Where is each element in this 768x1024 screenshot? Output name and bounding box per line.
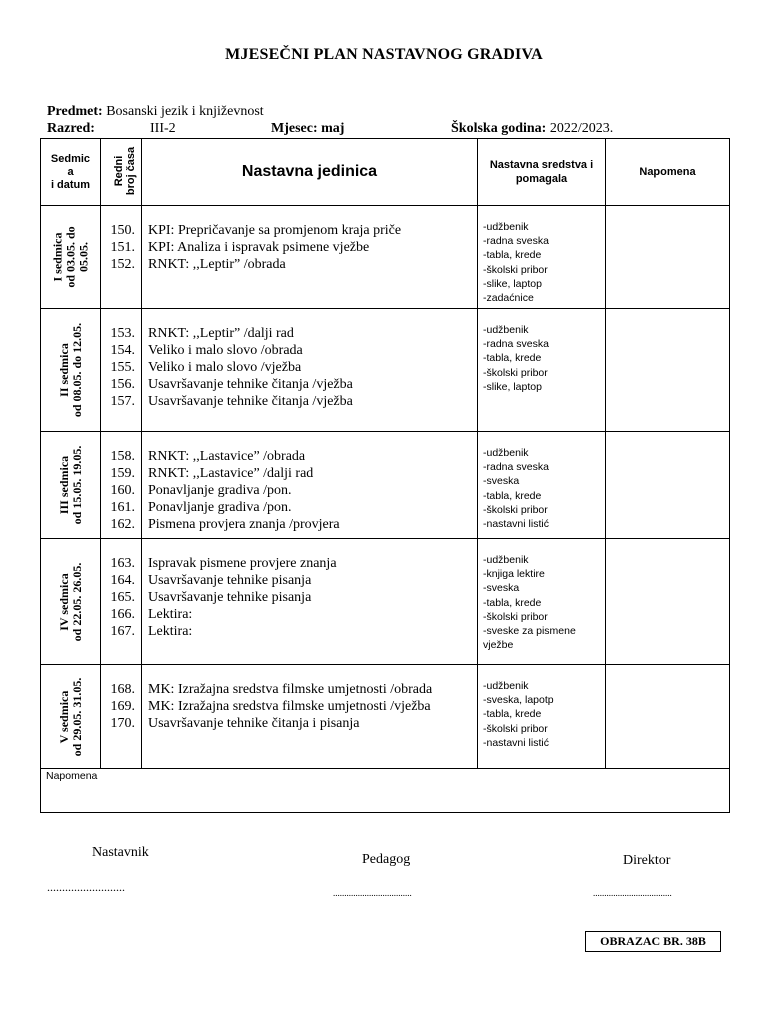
teaching-aid: -radna sveska [483,338,549,351]
lesson-number: 158. [110,449,135,464]
lesson-number: 161. [110,500,135,515]
teaching-aid: -zadaćnice [483,292,534,305]
director-label: Direktor [623,853,671,868]
lesson-numbers-cell [101,309,142,432]
lesson-unit: RNKT: ,,Leptir” /dalji rad [148,326,294,341]
lesson-unit: Usavršavanje tehnike čitanja /vježba [148,377,353,392]
note-cell [606,539,730,665]
header-note: Napomena [606,139,730,206]
lesson-units-cell [142,206,478,309]
plan-table [40,138,730,813]
week-label-line: od 08.05. do 12.05. [69,322,84,418]
lesson-number: 163. [110,556,135,571]
page-title: MJESEČNI PLAN NASTAVNOG GRADIVA [225,46,543,63]
footer-note-row [41,769,730,813]
teaching-aid: -radna sveska [483,461,549,474]
subject-line [47,104,264,120]
lesson-unit: Lektira: [148,624,193,639]
lesson-number: 154. [110,343,135,358]
school-year-label: Školska godina: [451,121,547,136]
lesson-number: 167. [110,624,135,639]
lesson-numbers-cell [101,665,142,769]
lesson-unit: Ponavljanje gradiva /pon. [148,500,292,515]
lesson-unit: MK: Izražajna sredstva filmske umjetnosti /vježba [148,699,431,714]
teaching-aid: -školski pribor [483,722,548,735]
table-row [41,432,730,539]
header-lesson-unit: Nastavna jedinica [142,139,478,206]
teaching-aid: -tabla, krede [483,352,542,365]
lesson-unit: Veliko i malo slovo /vježba [148,360,302,375]
lesson-unit: Lektira: [148,607,193,622]
week-label-line: I sedmica [50,232,64,282]
teaching-aid: -sveska [483,475,520,488]
week-cell [41,665,101,769]
teaching-aid: -sveska, lapotp [483,694,554,707]
teaching-aid: vježbe [483,639,514,652]
lesson-number: 150. [110,223,135,238]
teaching-aid: -školski pribor [483,366,548,379]
week-label-line: III sedmica [56,455,71,515]
lesson-unit: RNKT: ,,Leptir” /obrada [148,257,286,272]
lesson-unit: Ponavljanje gradiva /pon. [148,483,292,498]
table-row [41,206,730,309]
week-label-line: od 22.05. 26.05. [69,562,84,641]
subject-value: Bosanski jezik i književnost [106,104,264,119]
lesson-unit: Veliko i malo slovo /obrada [148,343,303,358]
lesson-numbers-cell [101,206,142,309]
school-year [451,121,613,137]
lesson-number: 153. [110,326,135,341]
lesson-number: 152. [110,257,135,272]
teaching-aids-cell [478,665,606,769]
table-header-row [41,139,730,206]
lesson-units-cell [142,539,478,665]
lesson-number: 169. [110,699,135,714]
lesson-unit: RNKT: ,,Lastavice” /dalji rad [148,466,314,481]
teaching-aid: -tabla, krede [483,596,542,609]
lesson-number: 151. [110,240,135,255]
teaching-aid: -knjiga lektire [483,568,545,581]
lesson-units-cell [142,432,478,539]
week-label-line: od 15.05. 19.05. [69,445,84,525]
teaching-aid: -nastavni listić [483,736,549,749]
week-label-line: II sedmica [56,343,71,397]
class-value: III-2 [150,121,176,136]
lesson-number: 164. [110,573,135,588]
teaching-aid: -udžbenik [483,554,529,566]
teacher-signature-line: .......................... [47,880,125,894]
lesson-number: 156. [110,377,135,392]
lesson-number: 159. [110,466,135,481]
subject-label: Predmet: [47,104,103,119]
class-label: Razred: [47,121,95,136]
teaching-aid: -radna sveska [483,235,549,248]
lesson-number: 157. [110,394,135,409]
lesson-number: 155. [110,360,135,375]
header-week: Sedmic a i datum [41,139,101,206]
lesson-unit: KPI: Analiza i ispravak psimene vježbe [148,240,370,255]
school-year-value: 2022/2023. [549,121,614,136]
lesson-number: 170. [110,716,135,731]
note-cell [606,432,730,539]
teaching-aid: -nastavni listić [483,518,549,531]
teaching-aids-cell [478,309,606,432]
table-row [41,665,730,769]
pedagogue-signature-line: ................................... [333,888,412,898]
teaching-aids-cell [478,539,606,665]
footer-note: Napomena [41,769,730,813]
teacher-label: Nastavnik [92,845,149,860]
week-cell [41,432,101,539]
week-label-line: 05.05. [76,242,90,273]
teaching-aid: -sveska [483,582,520,595]
teaching-aid: -tabla, krede [483,708,542,721]
form-number-box: OBRAZAC BR. 38B [585,931,721,952]
week-label-line: V sedmica [56,690,71,743]
lesson-unit: KPI: Prepričavanje sa promjenom kraja priče [148,223,402,238]
table-row [41,309,730,432]
note-cell [606,206,730,309]
week-label-line: od 29.05. 31.05. [69,677,84,756]
teaching-aid: -školski pribor [483,503,548,516]
teaching-aid: -slike, laptop [483,277,542,290]
lesson-number: 165. [110,590,135,605]
lesson-number: 160. [110,483,135,498]
director-signature-line: ................................... [593,888,672,898]
week-cell [41,309,101,432]
lesson-numbers-cell [101,539,142,665]
note-cell [606,309,730,432]
week-cell [41,539,101,665]
teaching-aid: -udžbenik [483,221,529,233]
lesson-unit: Usavršavanje tehnike pisanja [148,573,312,588]
lesson-unit: MK: Izražajna sredstva filmske umjetnosti /obrada [148,682,433,697]
lesson-numbers-cell [101,432,142,539]
teaching-aid: -sveske za pismene [483,625,576,638]
table-row [41,539,730,665]
teaching-aid: -udžbenik [483,680,529,692]
header-lesson-number: Redni broj časa [101,139,142,206]
lesson-number: 166. [110,607,135,622]
lesson-unit: RNKT: ,,Lastavice” /obrada [148,449,306,464]
pedagogue-label: Pedagog [362,852,411,867]
teaching-aid: -udžbenik [483,324,529,336]
month-label: Mjesec: maj [271,121,345,136]
teaching-aid: -školski pribor [483,610,548,623]
teaching-aid: -školski pribor [483,263,548,276]
teaching-aid: -tabla, krede [483,249,542,262]
week-label-line: od 03.05. do [63,226,77,288]
lesson-unit: Ispravak pismene provjere znanja [148,556,337,571]
lesson-units-cell [142,665,478,769]
lesson-unit: Usavršavanje tehnike čitanja /vježba [148,394,353,409]
lesson-number: 168. [110,682,135,697]
header-teaching-aids: Nastavna sredstva i pomagala [478,139,606,206]
teaching-aid: -udžbenik [483,447,529,459]
lesson-number: 162. [110,517,135,532]
teaching-aid: -slike, laptop [483,380,542,393]
lesson-units-cell [142,309,478,432]
lesson-unit: Usavršavanje tehnike pisanja [148,590,312,605]
teaching-aid: -tabla, krede [483,489,542,502]
lesson-unit: Pismena provjera znanja /provjera [148,517,340,532]
note-cell [606,665,730,769]
teaching-aids-cell [478,432,606,539]
teaching-aids-cell [478,206,606,309]
lesson-unit: Usavršavanje tehnike čitanja i pisanja [148,716,360,731]
week-cell [41,206,101,309]
week-label-line: IV sedmica [56,572,71,631]
